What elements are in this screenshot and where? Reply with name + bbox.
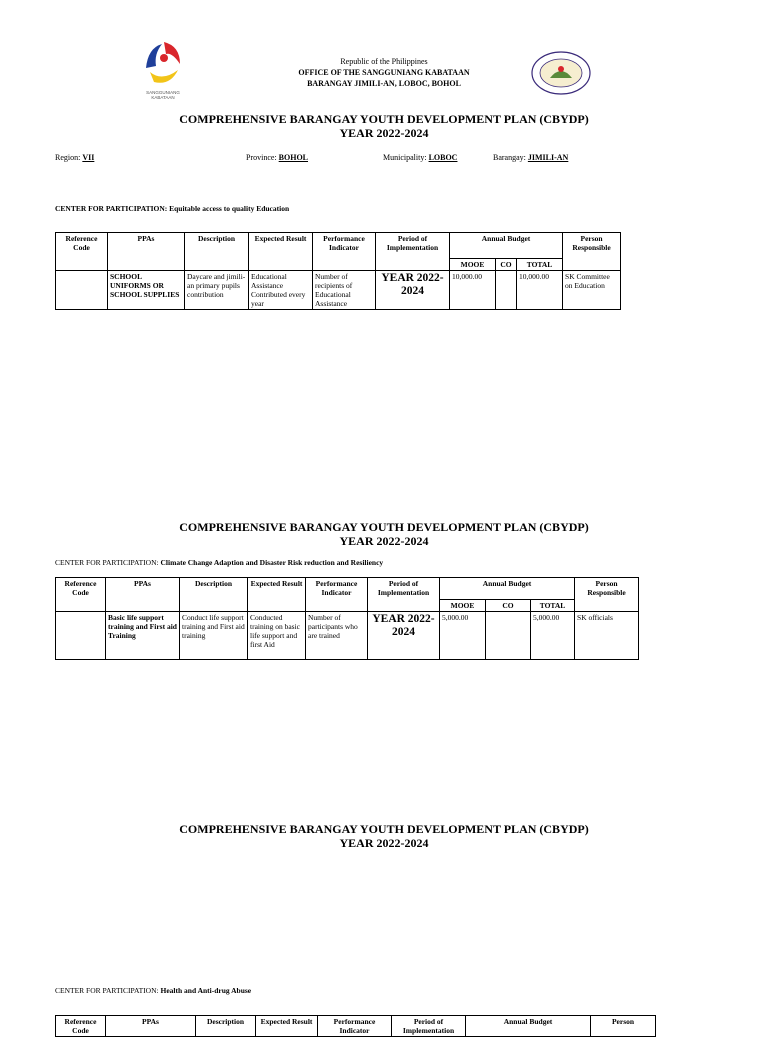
col-mooe: MOOE <box>450 259 496 271</box>
col-expected: Expected Result <box>248 578 306 612</box>
plan-title-2: COMPREHENSIVE BARANGAY YOUTH DEVELOPMENT PLAN (CBYDP) YEAR 2022-2024 <box>179 520 589 548</box>
col-co: CO <box>486 600 531 612</box>
col-ppa: PPAs <box>108 233 185 271</box>
col-indicator: Performance Indicator <box>313 233 376 271</box>
cell-mooe: 5,000.00 <box>440 612 486 660</box>
office-line: OFFICE OF THE SANGGUNIANG KABATAAN <box>298 68 470 77</box>
cell-mooe: 10,000.00 <box>450 271 496 310</box>
col-co: CO <box>496 259 517 271</box>
cell-ref <box>56 271 108 310</box>
col-expected: Expected Result <box>249 233 313 271</box>
table-row <box>56 271 621 310</box>
province-field: Province: BOHOL <box>246 153 309 162</box>
cell-indicator: Number of participants who are trained <box>306 612 368 660</box>
col-person: Person Responsible <box>575 578 639 612</box>
cell-total: 5,000.00 <box>531 612 575 660</box>
col-mooe: MOOE <box>440 600 486 612</box>
cell-period: YEAR 2022-2024 <box>376 271 450 310</box>
cell-person: SK officials <box>575 612 639 660</box>
plan-table-1 <box>55 232 621 310</box>
col-description: Description <box>185 233 249 271</box>
col-ppa: PPAs <box>106 1016 196 1037</box>
cell-ppa: SCHOOL UNIFORMS OR SCHOOL SUPPLIES <box>108 271 185 310</box>
cell-description: Conduct life support training and First aid training <box>180 612 248 660</box>
plan-table-2 <box>55 577 639 660</box>
col-description: Description <box>196 1016 256 1037</box>
office-header <box>250 56 518 89</box>
cell-total: 10,000.00 <box>517 271 563 310</box>
cell-ppa: Basic life support training and First aid Training <box>106 612 180 660</box>
col-ref: Reference Code <box>56 233 108 271</box>
cell-period: YEAR 2022-2024 <box>368 612 440 660</box>
cell-ref <box>56 612 106 660</box>
barangay-seal <box>530 50 592 96</box>
cell-co <box>496 271 517 310</box>
cell-indicator: Number of recipients of Educational Assistance <box>313 271 376 310</box>
col-budget: Annual Budget <box>440 578 575 600</box>
col-person: Person <box>591 1016 656 1037</box>
col-person: Person Responsible <box>563 233 621 271</box>
cell-co <box>486 612 531 660</box>
region-field: Region: VII <box>55 153 95 162</box>
plan-table-3 <box>55 1015 656 1037</box>
plan-title-3: COMPREHENSIVE BARANGAY YOUTH DEVELOPMENT PLAN (CBYDP) YEAR 2022-2024 <box>179 822 589 850</box>
center-participation-1: CENTER FOR PARTICIPATION: Equitable access to quality Education <box>55 204 290 213</box>
col-ref: Reference Code <box>56 1016 106 1037</box>
barangay-line: BARANGAY JIMILI-AN, LOBOC, BOHOL <box>307 79 461 88</box>
table-row <box>56 612 639 660</box>
republic-line: Republic of the Philippines <box>340 57 428 66</box>
sk-logo-text: SANGGUNIANG KABATAAN <box>146 90 180 100</box>
col-budget: Annual Budget <box>466 1016 591 1037</box>
col-period: Period of Implementation <box>392 1016 466 1037</box>
col-period: Period of Implementation <box>368 578 440 612</box>
municipality-field: Municipality: LOBOC <box>383 153 458 162</box>
cell-expected: Conducted training on basic life support and first Aid <box>248 612 306 660</box>
cell-expected: Educational Assistance Contributed every year <box>249 271 313 310</box>
col-budget: Annual Budget <box>450 233 563 259</box>
col-indicator: Performance Indicator <box>318 1016 392 1037</box>
col-total: TOTAL <box>531 600 575 612</box>
col-period: Period of Implementation <box>376 233 450 271</box>
barangay-field: Barangay: JIMILI-AN <box>493 153 569 162</box>
col-indicator: Performance Indicator <box>306 578 368 612</box>
col-ppa: PPAs <box>106 578 180 612</box>
sk-logo <box>140 38 186 94</box>
center-participation-3: CENTER FOR PARTICIPATION: Health and Anti-drug Abuse <box>55 986 252 995</box>
plan-title-1: COMPREHENSIVE BARANGAY YOUTH DEVELOPMENT PLAN (CBYDP) YEAR 2022-2024 <box>179 112 589 140</box>
col-ref: Reference Code <box>56 578 106 612</box>
center-participation-2: CENTER FOR PARTICIPATION: Climate Change Adaption and Disaster Risk reduction and Resiliency <box>55 558 384 567</box>
col-description: Description <box>180 578 248 612</box>
cell-person: SK Committee on Education <box>563 271 621 310</box>
col-expected: Expected Result <box>256 1016 318 1037</box>
col-total: TOTAL <box>517 259 563 271</box>
cell-description: Daycare and jimili-an primary pupils contribution <box>185 271 249 310</box>
